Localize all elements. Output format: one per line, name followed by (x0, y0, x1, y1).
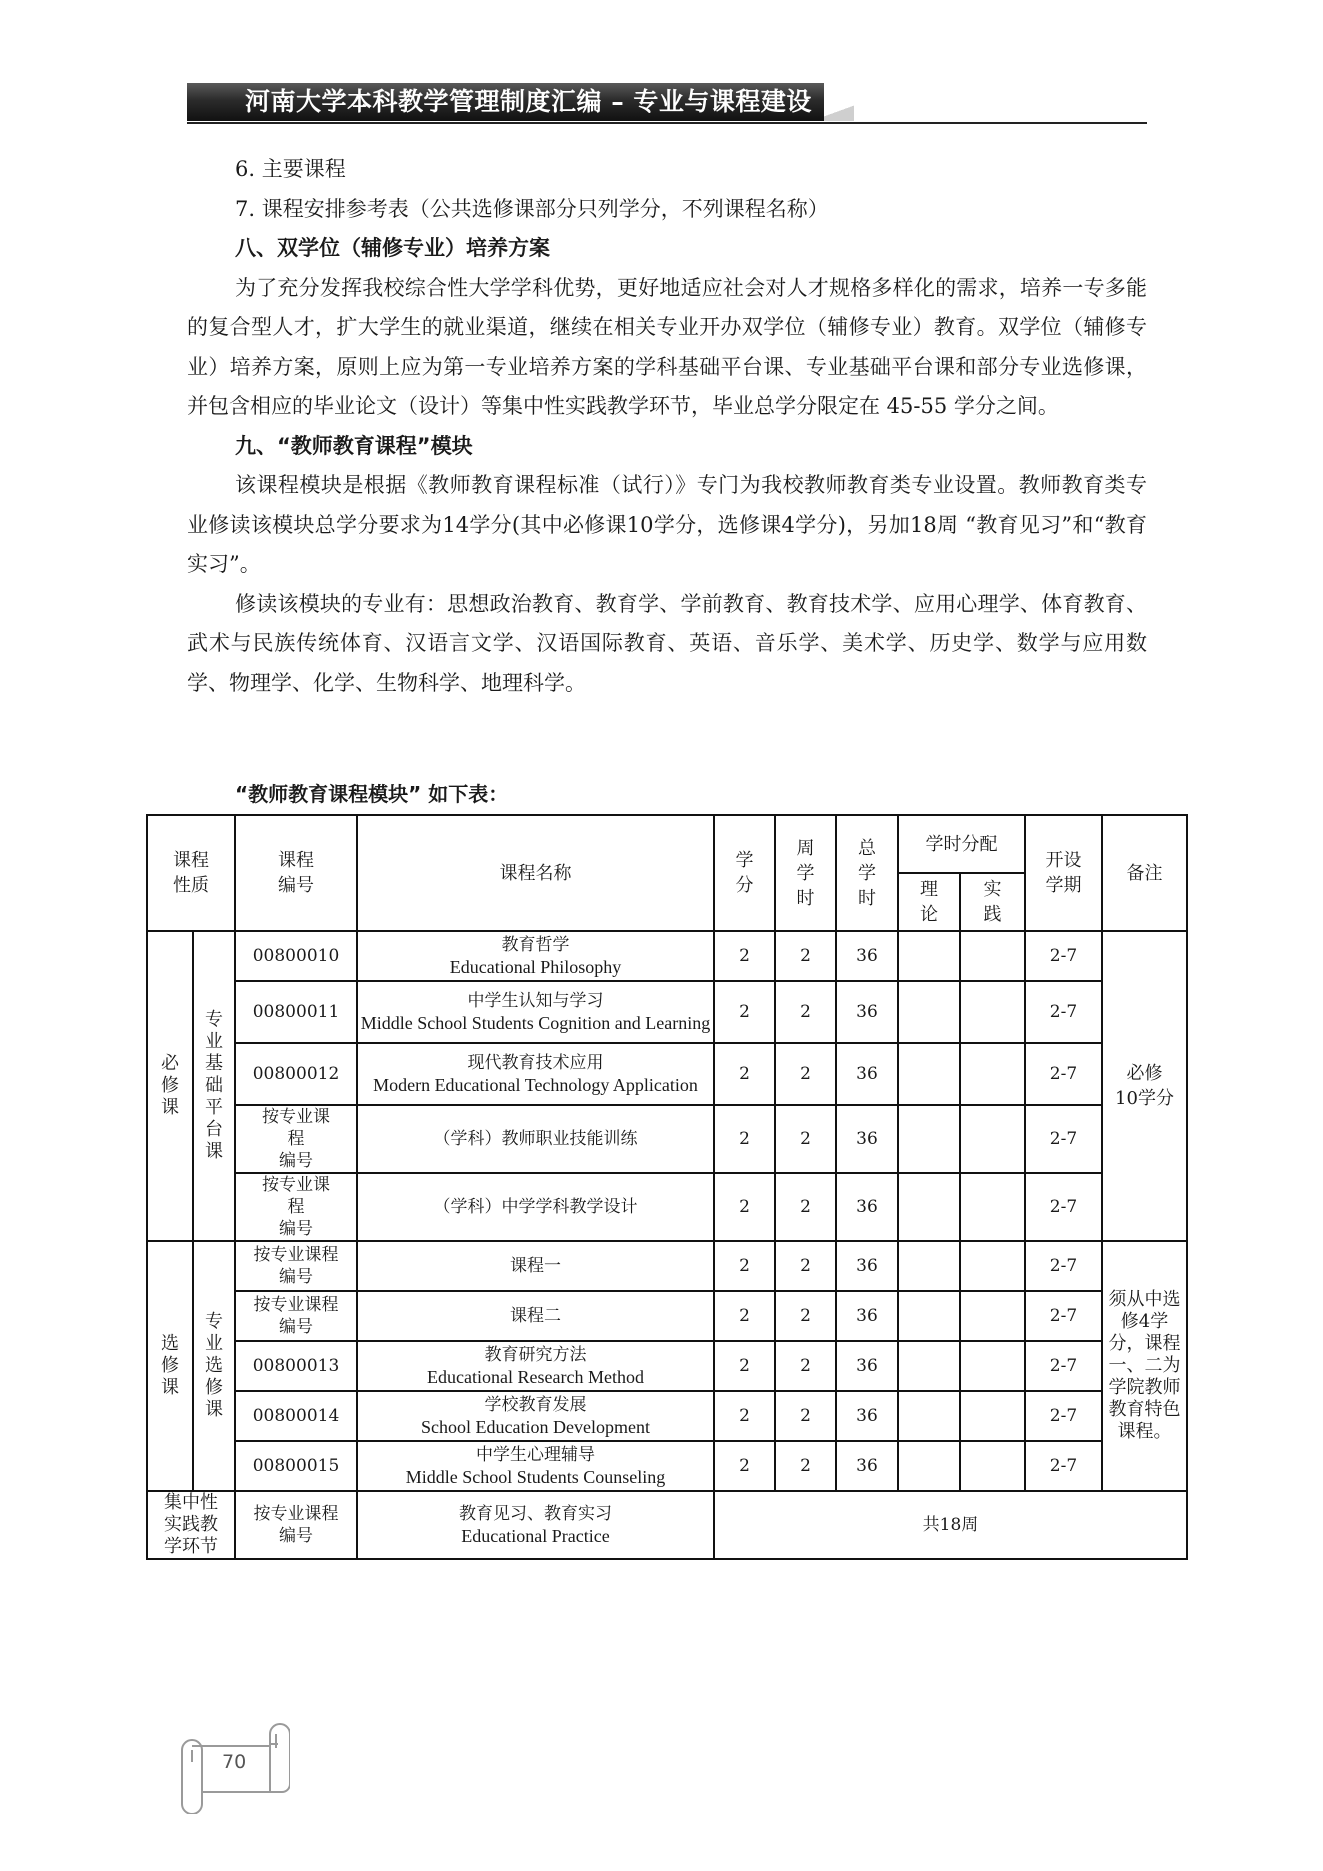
practice-hours-cell (960, 1105, 1025, 1173)
practice-hours-cell (960, 1043, 1025, 1105)
section-9-heading: 九、“教师教育课程”模块 (235, 433, 473, 458)
course-name-english: Educational Philosophy (449, 957, 622, 977)
theory-hours-cell (898, 1341, 960, 1391)
body-text (187, 150, 1147, 703)
weekly-hours-cell: 2 (775, 1441, 836, 1491)
weekly-hours-cell: 2 (775, 1105, 836, 1173)
table-header-row (147, 815, 1187, 873)
course-code-cell: 按专业课程 编号 (235, 1241, 357, 1291)
theory-hours-cell (898, 1043, 960, 1105)
course-code-cell: 00800011 (235, 981, 357, 1043)
weekly-hours-cell: 2 (775, 981, 836, 1043)
course-name-cell (357, 1105, 714, 1173)
semester-cell: 2-7 (1025, 1173, 1102, 1241)
course-name-cell (357, 1341, 714, 1391)
theory-hours-cell (898, 1391, 960, 1441)
credits-cell: 2 (714, 1341, 775, 1391)
course-code-cell: 00800015 (235, 1441, 357, 1491)
credits-cell: 2 (714, 1441, 775, 1491)
total-hours-cell: 36 (836, 1105, 898, 1173)
theory-hours-cell (898, 1291, 960, 1341)
practice-name-cell (357, 1491, 714, 1559)
section-8-paragraph: 为了充分发挥我校综合性大学学科优势，更好地适应社会对人才规格多样化的需求，培养一专多能的复合型人才，扩大学生的就业渠道，继续在相关专业开办双学位（辅修专业）教育。双学位（辅修专业）培养方案，原则上应为第一专业培养方案的学科基础平台课、专业基础平台课和部分专业选修课，并包含相应的毕业论文（设计）等集中性实践教学环节，毕业总学分限定在 45-55 学分之间。 (187, 275, 1147, 418)
course-name-chinese: 课程二 (510, 1306, 561, 1326)
course-code-cell: 按专业课 程 编号 (235, 1105, 357, 1173)
course-name-english: School Education Development (421, 1417, 650, 1437)
practice-hours-cell (960, 1441, 1025, 1491)
elective-course-category-cell: 专 业 选 修 课 (193, 1241, 235, 1491)
semester-cell: 2-7 (1025, 1043, 1102, 1105)
header-semester: 开设 学期 (1025, 815, 1102, 931)
table-row (147, 981, 1187, 1043)
header-banner (187, 83, 824, 121)
table-row (147, 1441, 1187, 1491)
course-name-cell (357, 1391, 714, 1441)
total-hours-cell: 36 (836, 1391, 898, 1441)
course-name-chinese: 学校教育发展 (484, 1395, 587, 1415)
semester-cell: 2-7 (1025, 1441, 1102, 1491)
semester-cell: 2-7 (1025, 931, 1102, 981)
course-name-chinese: （学科）中学学科教学设计 (433, 1197, 638, 1217)
header-rule (187, 122, 1147, 124)
course-name-cell (357, 1241, 714, 1291)
practice-hours-cell (960, 1391, 1025, 1441)
weekly-hours-cell: 2 (775, 1241, 836, 1291)
header-remarks: 备注 (1102, 815, 1187, 931)
required-course-category-cell: 专 业 基 础 平 台 课 (193, 931, 235, 1241)
header-course-name: 课程名称 (357, 815, 714, 931)
elective-remark-cell: 须从中选修4学分，课程一、二为学院教师教育特色课程。 (1102, 1241, 1187, 1491)
practice-row (147, 1491, 1187, 1559)
course-name-english: Middle School Students Cognition and Learning (360, 1013, 711, 1033)
practice-hours-cell (960, 1291, 1025, 1341)
section-8-heading: 八、双学位（辅修专业）培养方案 (235, 236, 550, 260)
course-code-cell: 00800013 (235, 1341, 357, 1391)
total-hours-cell: 36 (836, 1043, 898, 1105)
weekly-hours-cell: 2 (775, 1341, 836, 1391)
total-hours-cell: 36 (836, 1173, 898, 1241)
practice-type-cell: 集中性 实践教 学环节 (147, 1491, 235, 1559)
table-row (147, 1173, 1187, 1241)
header-practice: 实 践 (960, 873, 1025, 931)
credits-cell: 2 (714, 981, 775, 1043)
credits-cell: 2 (714, 1241, 775, 1291)
practice-hours-cell (960, 1241, 1025, 1291)
practice-code-cell: 按专业课程 编号 (235, 1491, 357, 1559)
practice-hours-cell (960, 931, 1025, 981)
table-row (147, 1391, 1187, 1441)
course-name-chinese: 现代教育技术应用 (467, 1053, 604, 1073)
course-name-english: Modern Educational Technology Application (373, 1075, 698, 1095)
header-theory: 理 论 (898, 873, 960, 931)
weekly-hours-cell: 2 (775, 1291, 836, 1341)
table-row (147, 931, 1187, 981)
theory-hours-cell (898, 931, 960, 981)
total-hours-cell: 36 (836, 1241, 898, 1291)
credits-cell: 2 (714, 1173, 775, 1241)
teacher-education-course-table (146, 814, 1188, 1560)
semester-cell: 2-7 (1025, 1291, 1102, 1341)
semester-cell: 2-7 (1025, 981, 1102, 1043)
credits-cell: 2 (714, 1391, 775, 1441)
header-credits: 学 分 (714, 815, 775, 931)
credits-cell: 2 (714, 1291, 775, 1341)
course-name-english: Educational Research Method (427, 1367, 644, 1387)
weekly-hours-cell: 2 (775, 1173, 836, 1241)
course-code-cell: 00800014 (235, 1391, 357, 1441)
credits-cell: 2 (714, 1105, 775, 1173)
course-code-cell: 00800012 (235, 1043, 357, 1105)
table-row (147, 1341, 1187, 1391)
header-hour-split: 学时分配 (898, 815, 1025, 873)
course-name-chinese: 教育哲学 (501, 935, 570, 955)
total-hours-cell: 36 (836, 1441, 898, 1491)
course-code-cell: 00800010 (235, 931, 357, 981)
theory-hours-cell (898, 981, 960, 1043)
header-title: 河南大学本科教学管理制度汇编 – 专业与课程建设 (245, 87, 812, 116)
course-name-chinese: 课程一 (510, 1256, 561, 1276)
required-remark-cell: 必修 10学分 (1102, 931, 1187, 1241)
course-name-chinese: （学科）教师职业技能训练 (433, 1129, 638, 1149)
table-row (147, 1241, 1187, 1291)
table-row (147, 1291, 1187, 1341)
credits-cell: 2 (714, 931, 775, 981)
course-name-cell (357, 931, 714, 981)
elective-course-type-cell: 选 修 课 (147, 1241, 193, 1491)
practice-duration-cell: 共18周 (714, 1491, 1187, 1559)
table-row (147, 1043, 1187, 1105)
weekly-hours-cell: 2 (775, 1043, 836, 1105)
theory-hours-cell (898, 1241, 960, 1291)
page-number: 70 (222, 1751, 247, 1773)
course-name-cell (357, 981, 714, 1043)
course-name-cell (357, 1291, 714, 1341)
header-total-hours: 总 学 时 (836, 815, 898, 931)
practice-hours-cell (960, 981, 1025, 1043)
required-course-type-cell: 必 修 课 (147, 931, 193, 1241)
weekly-hours-cell: 2 (775, 931, 836, 981)
header-course-code: 课程 编号 (235, 815, 357, 931)
header-banner-shadow (824, 101, 854, 121)
course-name-cell (357, 1441, 714, 1491)
header-course-nature: 课程 性质 (147, 815, 235, 931)
weekly-hours-cell: 2 (775, 1391, 836, 1441)
course-name-chinese: 中学生心理辅导 (476, 1445, 595, 1465)
semester-cell: 2-7 (1025, 1341, 1102, 1391)
theory-hours-cell (898, 1105, 960, 1173)
total-hours-cell: 36 (836, 1291, 898, 1341)
course-name-cell (357, 1173, 714, 1241)
item-main-courses: 6. 主要课程 (235, 157, 346, 181)
semester-cell: 2-7 (1025, 1105, 1102, 1173)
total-hours-cell: 36 (836, 1341, 898, 1391)
table-caption: “教师教育课程模块” 如下表： (235, 782, 509, 806)
practice-name-english: Educational Practice (461, 1526, 610, 1546)
theory-hours-cell (898, 1173, 960, 1241)
credits-cell: 2 (714, 1043, 775, 1105)
header-weekly-hours: 周 学 时 (775, 815, 836, 931)
course-name-cell (357, 1043, 714, 1105)
semester-cell: 2-7 (1025, 1391, 1102, 1441)
course-name-chinese: 教育研究方法 (484, 1345, 587, 1365)
section-9-paragraph-2: 修读该模块的专业有：思想政治教育、教育学、学前教育、教育技术学、应用心理学、体育教育、武术与民族传统体育、汉语言文学、汉语国际教育、英语、音乐学、美术学、历史学、数学与应用数学、物理学、化学、生物科学、地理科学。 (187, 591, 1147, 695)
table-row (147, 1105, 1187, 1173)
section-9-paragraph-1: 该课程模块是根据《教师教育课程标准（试行）》专门为我校教师教育类专业设置。教师教育类专业修读该模块总学分要求为14学分(其中必修课10学分，选修课4学分)，另加18周 “教育见习”和“教育实习”。 (187, 473, 1147, 576)
total-hours-cell: 36 (836, 931, 898, 981)
semester-cell: 2-7 (1025, 1241, 1102, 1291)
course-name-english: Middle School Students Counseling (405, 1467, 666, 1487)
item-course-schedule: 7. 课程安排参考表（公共选修课部分只列学分，不列课程名称） (235, 196, 829, 221)
practice-hours-cell (960, 1173, 1025, 1241)
theory-hours-cell (898, 1441, 960, 1491)
course-name-chinese: 中学生认知与学习 (467, 991, 604, 1011)
practice-name-chinese: 教育见习、教育实习 (459, 1504, 612, 1524)
course-code-cell: 按专业课程 编号 (235, 1291, 357, 1341)
total-hours-cell: 36 (836, 981, 898, 1043)
practice-hours-cell (960, 1341, 1025, 1391)
course-code-cell: 按专业课 程 编号 (235, 1173, 357, 1241)
